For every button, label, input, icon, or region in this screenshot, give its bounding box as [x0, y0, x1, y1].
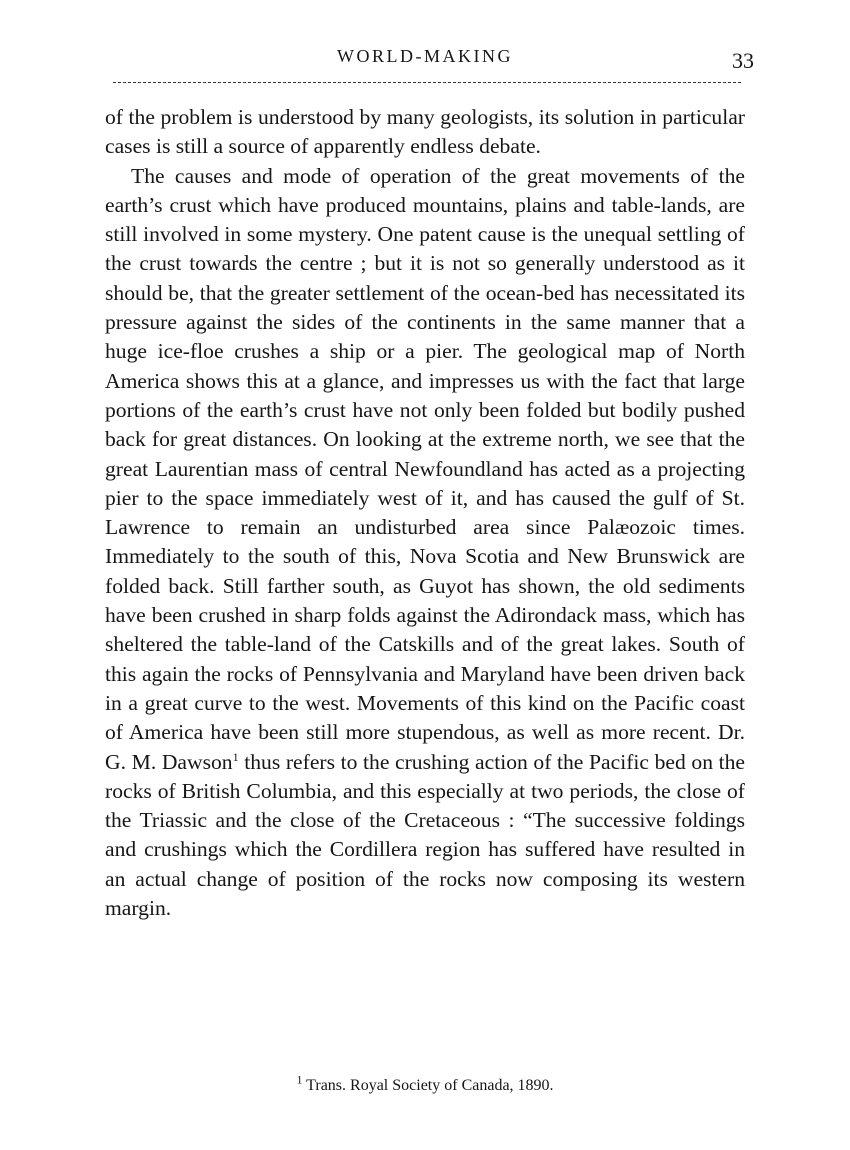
footnote-text: Trans. Royal Society of Canada, 1890.: [302, 1077, 554, 1094]
running-head: [0, 44, 850, 74]
body-text: [105, 103, 745, 923]
paragraph-text-part-1: The causes and mode of operation of the great movements of the earth’s crust which have produced mountains, plains and table-lands, are still involved in some mystery. One patent cause is the unequal settling of the crust towards the centre ; but it is not so generally understood as it should be, that the greater settlement of the ocean-bed has necessitated its pressure against the sides of the continents in the same manner that a huge ice-floe crushes a ship or a pier. The geological map of North America shows this at a glance, and impresses us with the fact that large portions of the earth’s crust have not only been folded but bodily pushed back for great distances. On looking at the extreme north, we see that the great Laurentian mass of central Newfoundland has acted as a projecting pier to the space immediately west of it, and has caused the gulf of St. Lawrence to remain an undisturbed area since Palæozoic times. Immediately to the south of this, Nova Scotia and New Brunswick are folded back. Still farther south, as Guyot has shown, the old sediments have been crushed in sharp folds against the Adirondack mass, which has sheltered the table-land of the Catskills and of the great lakes. South of this again the rocks of Pennsylvania and Maryland have been driven back in a great curve to the west. Movements of this kind on the Pacific coast of America have been still more stupendous, as well as more recent. Dr. G. M. Dawson: [105, 163, 745, 774]
header-rule: [113, 82, 741, 83]
running-title: WORLD-MAKING: [337, 46, 513, 66]
footnote: [0, 1072, 850, 1095]
paragraph-continued: of the problem is understood by many geologists, its solution in particular cases is still a source of apparently endless debate.: [105, 105, 745, 159]
paragraph-text-part-2: thus refers to the crushing action of the Pacific bed on the rocks of British Columbia, and this especially at two periods, the close of the Triassic and the close of the Cretaceous : “The successive foldings and crushings which the Cordillera region has suffered have resulted in an actual change of position of the rocks now composing its western margin.: [105, 749, 745, 921]
page-number: 33: [732, 48, 754, 73]
footnote-reference: 1: [232, 749, 239, 764]
paragraph-crust-movements: [105, 162, 745, 924]
footnote-marker: 1: [296, 1072, 303, 1087]
